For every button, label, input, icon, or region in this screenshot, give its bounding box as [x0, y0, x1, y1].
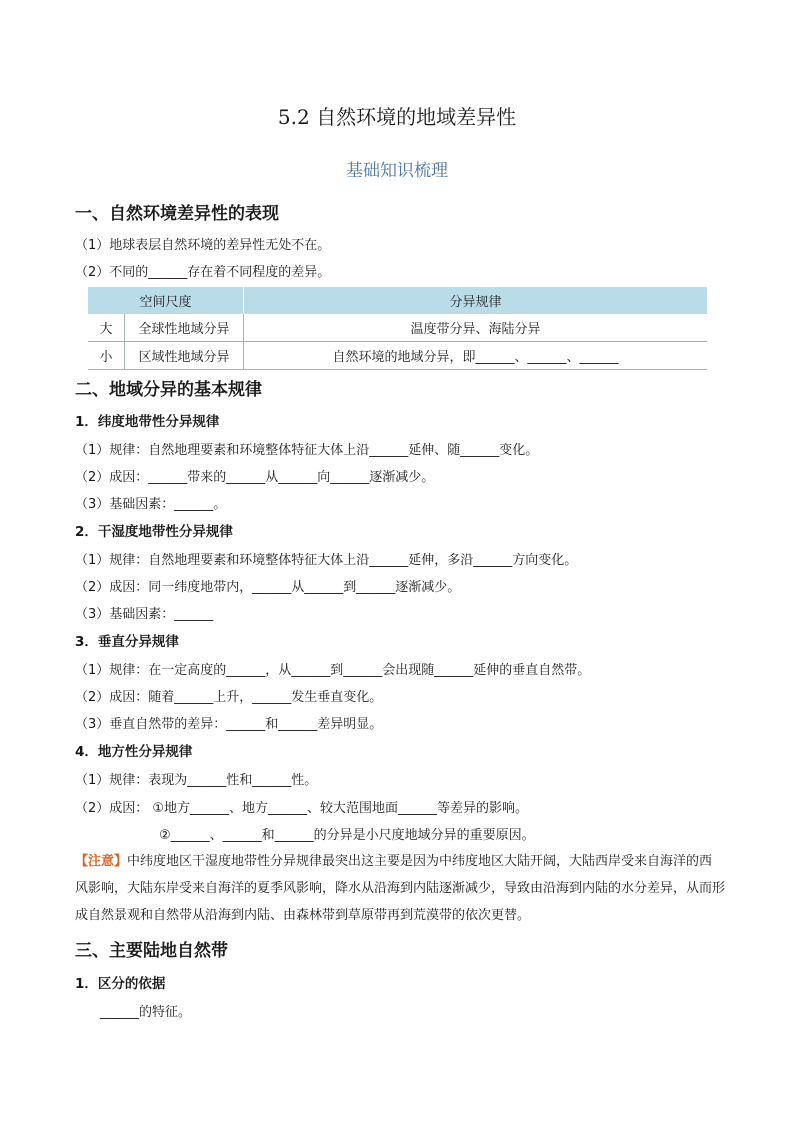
basis-title: 1．区分的依据 — [75, 976, 166, 992]
rule-3-line-1: （1）规律：在一定高度的______，从______到______会出现随______延伸的垂直自然带。 — [75, 663, 591, 678]
rule-3-line-3: （3）垂直自然带的差异：______和______差异明显。 — [75, 717, 383, 732]
table-header-rule: 分异规律 — [244, 287, 708, 314]
table-cell-size: 大 — [88, 314, 125, 342]
s1-line-1: （1）地球表层自然环境的差异性无处不在。 — [75, 238, 331, 253]
section-heading-2: 二、地域分异的基本规律 — [75, 380, 262, 400]
page-title: 5.2 自然环境的地域差异性 — [277, 105, 517, 129]
rule-2-line-1: （1）规律：自然地理要素和环境整体特征大体上沿______延伸，多沿______方向变化。 — [75, 553, 578, 568]
page-subtitle: 基础知识梳理 — [346, 161, 448, 181]
section-heading-3: 三、主要陆地自然带 — [75, 941, 228, 961]
rule-3-line-2: （2）成因：随着______上升，______发生垂直变化。 — [75, 690, 383, 705]
rule-3-title: 3．垂直分异规律 — [75, 634, 179, 650]
section-heading-1: 一、自然环境差异性的表现 — [75, 204, 279, 224]
rule-1-title: 1．纬度地带性分异规律 — [75, 414, 220, 430]
table-header-row — [88, 287, 707, 314]
rule-1-line-3: （3）基础因素：______。 — [75, 497, 227, 512]
table-row — [88, 342, 707, 370]
table-header-scale: 空间尺度 — [88, 287, 244, 314]
table-cell-rule: 温度带分异、海陆分异 — [244, 314, 708, 342]
s1-line-2: （2）不同的______存在着不同程度的差异。 — [75, 265, 331, 280]
basis-line-1: ______的特征。 — [100, 1005, 192, 1020]
rule-1-line-2: （2）成因：______带来的______从______向______逐渐减少。 — [75, 470, 435, 485]
rule-2-line-2: （2）成因：同一纬度地带内，______从______到______逐渐减少。 — [75, 580, 461, 595]
rule-4-title: 4．地方性分异规律 — [75, 744, 193, 760]
spatial-scale-table — [88, 287, 707, 370]
table-cell-type: 全球性地域分异 — [125, 314, 244, 342]
note-text: 中纬度地区干湿度地带性分异规律最突出这主要是因为中纬度地区大陆开阔，大陆西岸受来自海洋的西风影响，大陆东岸受来自海洋的夏季风影响，降水从沿海到内陆逐渐减少，导致由沿海到内陆的水分差异，从而形成自然景观和自然带从沿海到内陆、由森林带到草原带再到荒漠带的依次更替。 — [75, 854, 726, 923]
table-row — [88, 314, 707, 342]
table-cell-size: 小 — [88, 342, 125, 370]
rule-2-title: 2．干湿度地带性分异规律 — [75, 524, 233, 540]
rule-4-line-1: （1）规律：表现为______性和______性。 — [75, 773, 318, 788]
rule-4-line-2: （2）成因： ①地方______、地方______、较大范围地面______等差异的影响。 — [75, 801, 529, 816]
note-tag: 【注意】 — [75, 854, 128, 869]
rule-1-line-1: （1）规律：自然地理要素和环境整体特征大体上沿______延伸、随______变化。 — [75, 443, 539, 458]
table-cell-type: 区域性地域分异 — [125, 342, 244, 370]
rule-2-line-3: （3）基础因素：______ — [75, 607, 214, 622]
table-cell-rule: 自然环境的地域分异，即______、______、______ — [244, 342, 708, 370]
note-paragraph — [75, 848, 725, 929]
rule-4-line-3: ②______、______和______的分异是小尺度地域分异的重要原因。 — [159, 828, 535, 843]
